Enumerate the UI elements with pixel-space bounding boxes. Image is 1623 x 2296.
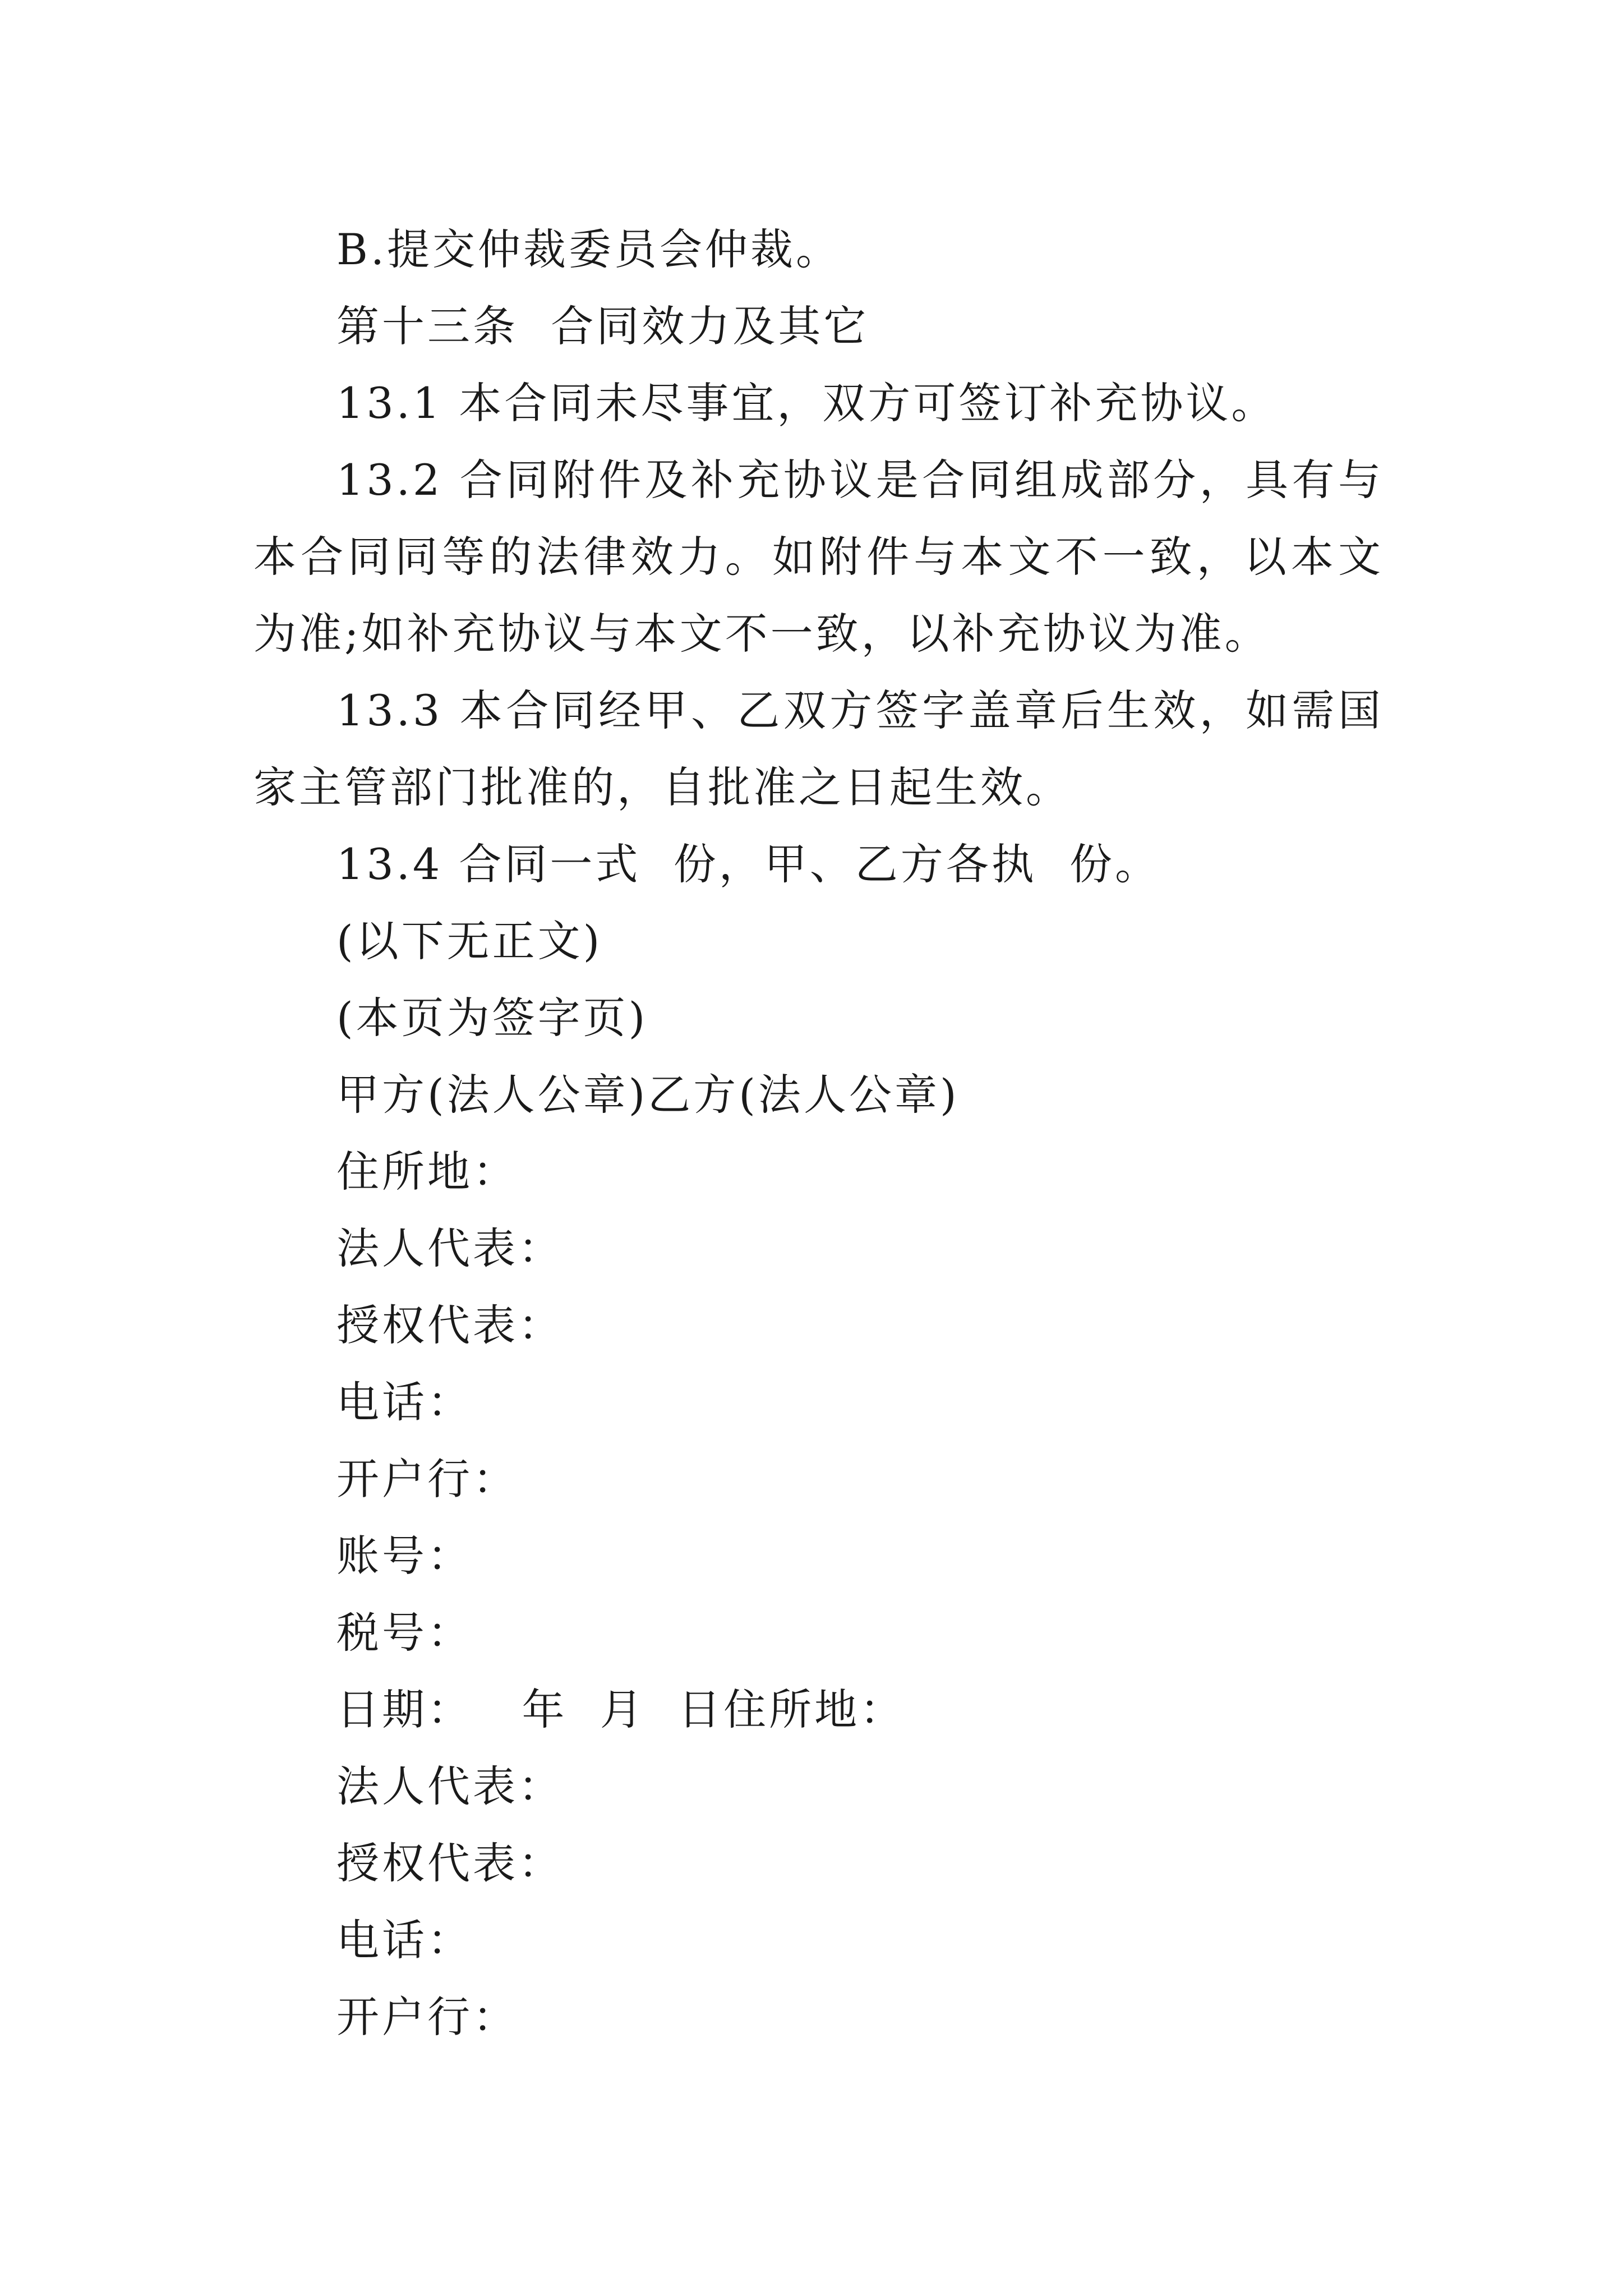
legal-representative-label-2: 法人代表： bbox=[336, 1761, 564, 1811]
clause-13-1: 13.1 本合同未尽事宜，双方可签订补充协议。 bbox=[336, 378, 1277, 428]
phone-label-2: 电话： bbox=[336, 1915, 473, 1965]
account-number-label: 账号： bbox=[336, 1531, 473, 1581]
party-seals-line: 甲方(法人公章)乙方(法人公章) bbox=[336, 1070, 960, 1120]
authorized-representative-label-2: 授权代表： bbox=[336, 1838, 564, 1888]
date-and-address-label: 日期： 年 月 日住所地： bbox=[336, 1685, 906, 1734]
article-13-heading: 第十三条 合同效力及其它 bbox=[336, 301, 869, 351]
signature-page-note: (本页为签字页) bbox=[336, 993, 648, 1043]
phone-label: 电话： bbox=[336, 1377, 473, 1427]
clause-13-2: 13.2 合同附件及补充协议是合同组成部分，具有与本合同同等的法律效力。如附件与本文不一致，以本文为准;如补充协议与本文不一致，以补充协议为准。 bbox=[253, 455, 1384, 659]
clause-13-3: 13.3 本合同经甲、乙双方签字盖章后生效，如需国家主管部门批准的，自批准之日起生效。 bbox=[253, 685, 1384, 812]
arbitration-option-b: B.提交仲裁委员会仲裁。 bbox=[336, 224, 842, 274]
bank-label-2: 开户行： bbox=[336, 1992, 518, 2042]
legal-representative-label: 法人代表： bbox=[336, 1223, 564, 1273]
clause-13-4: 13.4 合同一式 份，甲、乙方各执 份。 bbox=[336, 839, 1161, 889]
authorized-representative-label: 授权代表： bbox=[336, 1300, 564, 1350]
address-field-label: 住所地： bbox=[336, 1147, 518, 1197]
no-text-below-note: (以下无正文) bbox=[336, 916, 603, 966]
tax-number-label: 税号： bbox=[336, 1608, 473, 1658]
document-body bbox=[253, 211, 1384, 2055]
bank-label: 开户行： bbox=[336, 1454, 518, 1504]
